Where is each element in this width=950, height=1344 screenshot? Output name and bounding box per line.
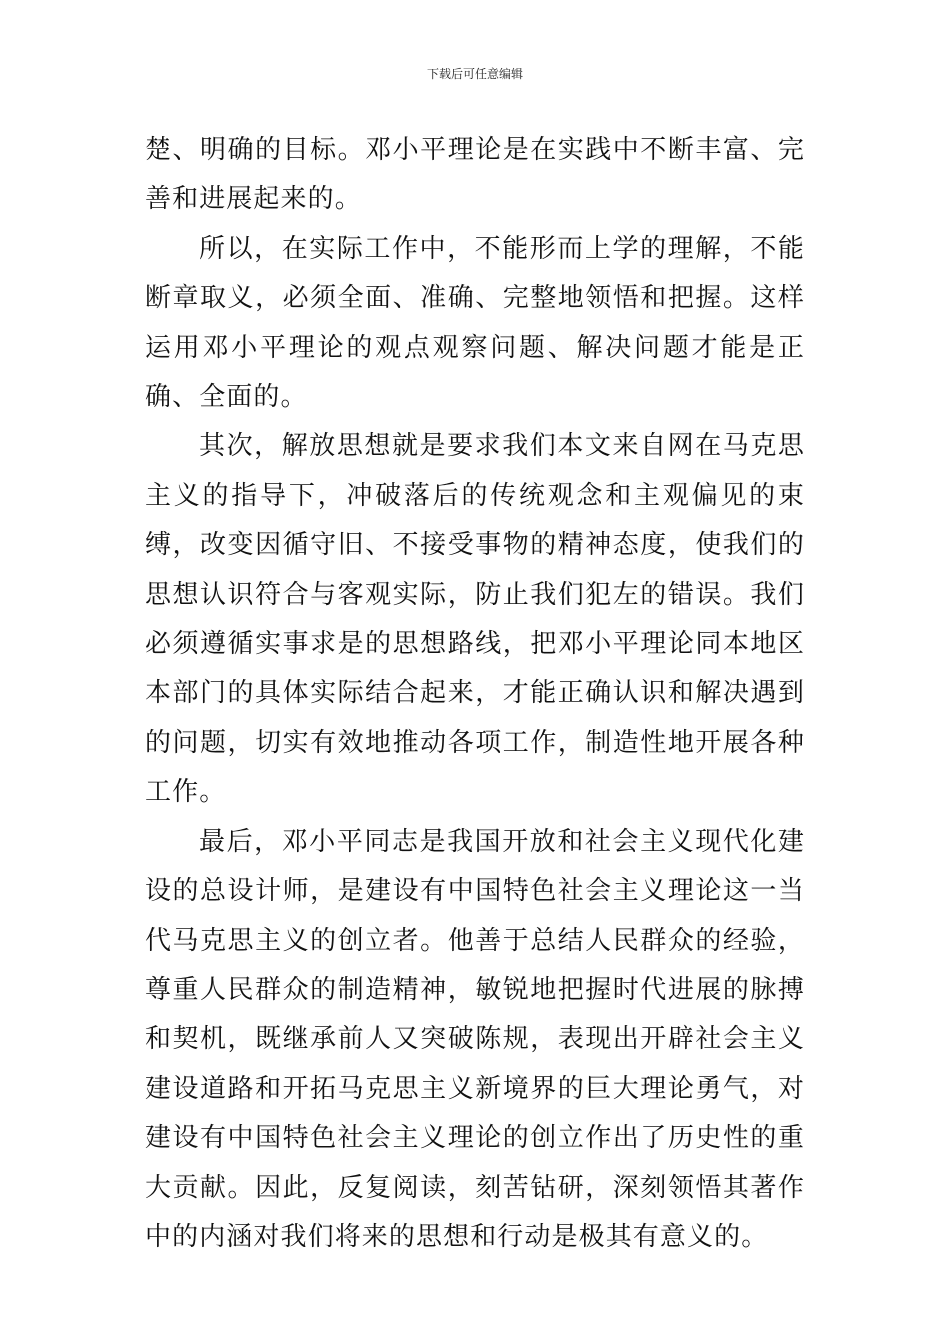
paragraph-continuation: 楚、明确的目标。邓小平理论是在实践中不断丰富、完善和进展起来的。 (145, 135, 805, 215)
document-body (145, 126, 805, 1262)
paragraph-so: 所以，在实际工作中，不能形而上学的理解，不能断章取义，必须全面、准确、完整地领悟和把握。这样运用邓小平理论的观点观察问题、解决问题才能是正确、全面的。 (145, 233, 805, 413)
page-header: 下载后可任意编辑 (426, 67, 523, 81)
paragraph-secondly: 其次，解放思想就是要求我们本文来自网在马克思主义的指导下，冲破落后的传统观念和主观偏见的束缚，改变因循守旧、不接受事物的精神态度，使我们的思想认识符合与客观实际，防止我们犯左的错误。我们必须遵循实事求是的思想路线，把邓小平理论同本地区本部门的具体实际结合起来，才能正确认识和解决遇到的问题，切实有效地推动各项工作，制造性地开展各种工作。 (145, 431, 805, 808)
paragraph-finally: 最后，邓小平同志是我国开放和社会主义现代化建设的总设计师，是建设有中国特色社会主义理论这一当代马克思主义的创立者。他善于总结人民群众的经验，尊重人民群众的制造精神，敏锐地把握时代进展的脉搏和契机，既继承前人又突破陈规，表现出开辟社会主义建设道路和开拓马克思主义新境界的巨大理论勇气，对建设有中国特色社会主义理论的创立作出了历史性的重大贡献。因此，反复阅读，刻苦钻研，深刻领悟其著作中的内涵对我们将来的思想和行动是极其有意义的。 (145, 826, 805, 1252)
